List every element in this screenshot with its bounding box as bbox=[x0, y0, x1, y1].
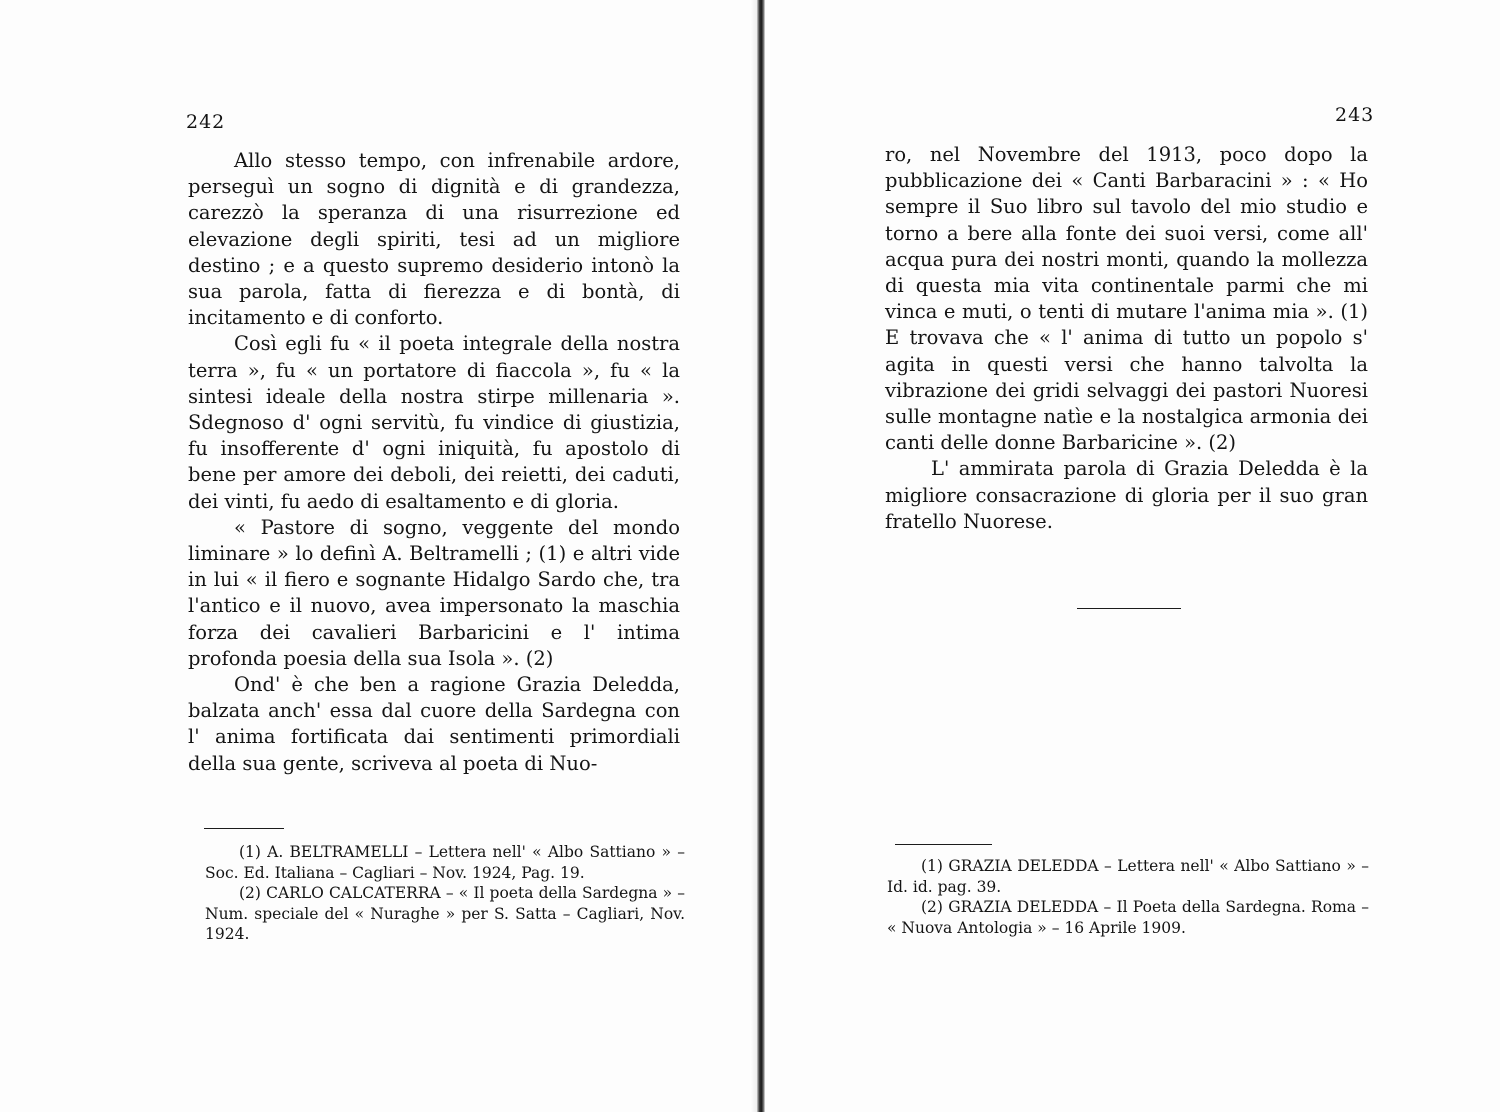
paragraph: Così egli fu « il poeta integrale della nostra terra », fu « un portatore di fiaccola », fu « la sintesi ideale della nostra stirpe millenaria ». Sdegnoso d' ogni servitù, fu vindice di giustizia, fu insofferente d' ogni iniquità, fu apostolo di bene per amore dei deboli, dei reietti, dei caduti, dei vinti, fu aedo di esaltamento e di gloria. bbox=[188, 332, 680, 513]
paragraph-continuation: ro, nel Novembre del 1913, poco dopo la pubblicazione dei « Canti Barbaracini » : « Ho sempre il Suo libro sul tavolo del mio studio e torno a bere alla fonte dei suoi versi, come all' acqua pura dei nostri monti, quando la mollezza di questa mia vita continentale parmi che mi vinca e muti, o tenti di mutare l'anima mia ». (1) E trovava che « l' anima di tutto un popolo s' agita in questi versi che hanno talvolta la vibrazione dei gridi selvaggi dei pastori Nuoresi sulle montagne natìe e la nostalgica armonia dei canti delle donne Barbaricine ». (2) bbox=[885, 143, 1368, 455]
footnote-rule-right bbox=[895, 844, 992, 845]
right-body-text bbox=[885, 142, 1368, 535]
paragraph: Allo stesso tempo, con infrenabile ardore, perseguì un sogno di dignità e di grandezza, carezzò la speranza di una risurrezione ed elevazione degli spiriti, tesi ad un migliore destino ; e a questo supremo desiderio intonò la sua parola, fatta di fierezza e di bontà, di incitamento e di conforto. bbox=[188, 149, 680, 330]
left-body-text bbox=[188, 148, 680, 777]
footnote: (1) GRAZIA DELEDDA – Lettera nell' « Albo Sattiano » – Id. id. pag. 39. bbox=[887, 857, 1369, 896]
page-number-right: 243 bbox=[1335, 104, 1375, 126]
footnote-rule-left bbox=[204, 828, 284, 829]
paragraph: Ond' è che ben a ragione Grazia Deledda, balzata anch' essa dal cuore della Sardegna con l' anima fortificata dai sentimenti primordiali della sua gente, scriveva al poeta di Nuo- bbox=[188, 673, 680, 775]
book-gutter bbox=[757, 0, 765, 1112]
paragraph: L' ammirata parola di Grazia Deledda è la migliore consacrazione di gloria per il suo gran fratello Nuorese. bbox=[885, 457, 1368, 533]
chapter-end-rule bbox=[1077, 608, 1181, 609]
footnote: (2) GRAZIA DELEDDA – Il Poeta della Sardegna. Roma – « Nuova Antologia » – 16 Aprile 1909. bbox=[887, 898, 1369, 937]
footnote: (1) A. BELTRAMELLI – Lettera nell' « Albo Sattiano » – Soc. Ed. Italiana – Cagliari – Nov. 1924, Pag. 19. bbox=[205, 843, 685, 882]
page-edge bbox=[750, 0, 757, 1112]
page-number-left: 242 bbox=[186, 111, 226, 133]
left-footnotes bbox=[205, 842, 685, 945]
right-page bbox=[765, 0, 1500, 1112]
footnote: (2) CARLO CALCATERRA – « Il poeta della Sardegna » – Num. speciale del « Nuraghe » per S. Satta – Cagliari, Nov. 1924. bbox=[205, 884, 685, 944]
right-footnotes bbox=[887, 856, 1369, 938]
paragraph: « Pastore di sogno, veggente del mondo liminare » lo definì A. Beltramelli ; (1) e altri vide in lui « il fiero e sognante Hidalgo Sardo che, tra l'antico e il nuovo, avea impersonato la maschia forza dei cavalieri Barbaricini e l' intima profonda poesia della sua Isola ». (2) bbox=[188, 515, 680, 670]
